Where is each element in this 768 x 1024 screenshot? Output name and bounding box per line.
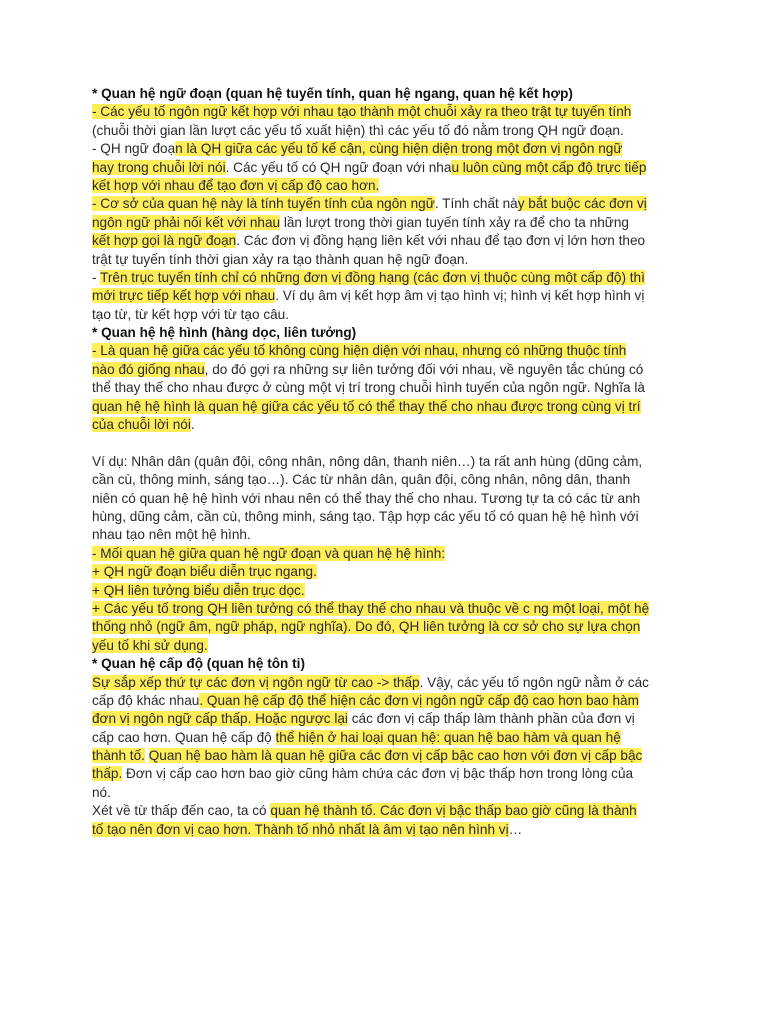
text-segment: . Tính chất nà xyxy=(434,196,518,212)
highlighted-text: quan hệ hệ hình là quan hệ giữa các yếu tố có thể thay thế cho nhau được trong cùng vị trí xyxy=(92,398,641,414)
text-line xyxy=(92,563,678,581)
text-segment: - xyxy=(92,269,101,285)
highlighted-text: thành tố. xyxy=(92,748,145,764)
text-line xyxy=(92,140,678,158)
text-segment: Đơn vị cấp cao hơn bao giờ cũng hàm chứa các đơn vị bậc thấp hơn trong lòng của xyxy=(122,766,634,782)
text-line xyxy=(92,490,678,508)
text-line xyxy=(92,103,678,121)
text-line xyxy=(92,600,678,618)
section-heading xyxy=(92,85,678,103)
text-line xyxy=(92,453,678,471)
highlighted-text: thống nhỏ (ngữ âm, ngữ pháp, ngữ nghĩa). Do đó, QH liên tưởng là cơ sở cho sự lựa chọn xyxy=(92,619,641,635)
highlighted-text: - Cơ sở của quan hệ này là tính tuyến tính của ngôn ngữ xyxy=(92,196,435,212)
highlighted-text: - Là quan hệ giữa các yếu tố không cùng hiện diện với nhau, nhưng có những thuộc tính xyxy=(92,343,627,359)
highlighted-text: mới trực tiếp kết hợp với nhau xyxy=(92,288,276,304)
highlighted-text: đơn vị ngôn ngữ cấp thấp. Hoặc ngược lại xyxy=(92,711,348,727)
text-segment: , do đó gợi ra những sự liên tưởng đối với nhau, về nguyên tắc chúng có xyxy=(204,361,644,377)
text-line xyxy=(92,361,678,379)
text-segment: cần cù, thông minh, sáng tạo…). Các từ nhân dân, quân đội, công nhân, nông dân, thanh xyxy=(92,472,631,488)
text-segment: . Các đơn vị đồng hạng liên kết với nhau để tạo đơn vị lớn hơn theo xyxy=(236,233,646,249)
highlighted-text: Sự sắp xếp thứ tự các đơn vị ngôn ngữ từ cao -> thấp xyxy=(92,674,420,690)
text-line xyxy=(92,692,678,710)
text-segment: nhau tạo nên một hệ hình. xyxy=(92,527,251,543)
text-line xyxy=(92,618,678,636)
highlighted-text: của chuỗi lời nói xyxy=(92,417,191,433)
text-line xyxy=(92,784,678,802)
highlighted-text: Trên trục tuyến tính chỉ có những đơn vị đồng hạng (các đơn vị thuộc cùng một cấp độ) thì xyxy=(100,269,645,285)
text-segment: niên có quan hệ hệ hình với nhau nên có thể thay thế cho nhau. Tương tự ta có các từ anh xyxy=(92,490,641,506)
text-line xyxy=(92,232,678,250)
highlighted-text: - Mối quan hệ giữa quan hệ ngữ đoạn và quan hệ hệ hình: xyxy=(92,545,446,561)
text-line xyxy=(92,508,678,526)
highlighted-text: Quan hệ bao hàm là quan hệ giữa các đơn vị cấp bậc cao hơn với đơn vị cấp bậc xyxy=(148,748,643,764)
highlighted-text: - Các yếu tố ngôn ngữ kết hợp với nhau tạo thành một chuỗi xảy ra theo trật tự tuyến tính xyxy=(92,104,632,120)
text-line xyxy=(92,195,678,213)
text-line xyxy=(92,122,678,140)
text-line xyxy=(92,159,678,177)
text-segment: hùng, dũng cảm, cần cù, thông minh, sáng tạo. Tập hợp các yếu tố có quan hệ hệ hình với xyxy=(92,508,639,524)
text-line xyxy=(92,471,678,489)
highlighted-text: quan hệ thành tố. Các đơn vị bậc thấp bao giờ cũng là thành xyxy=(270,803,637,819)
text-segment: tạo từ, từ kết hợp với từ tạo câu. xyxy=(92,306,290,322)
text-segment: thể thay thế cho nhau được ở cùng một vị trí trong chuỗi hình tuyến của ngôn ngữ. Nghĩa là xyxy=(92,380,645,396)
text-line xyxy=(92,747,678,765)
text-segment: . xyxy=(190,417,195,433)
highlighted-text: kết hợp với nhau để tạo đơn vị cấp độ cao hơn. xyxy=(92,177,380,193)
highlighted-text: nào đó giống nhau xyxy=(92,361,205,377)
section-heading xyxy=(92,655,678,673)
text-line xyxy=(92,269,678,287)
highlighted-text: + Các yếu tố trong QH liên tưởng có thể thay thế cho nhau và thuộc về c ng một loại, một hệ xyxy=(92,600,650,616)
text-line xyxy=(92,674,678,692)
text-segment: Xét về từ thấp đến cao, ta có xyxy=(92,803,271,819)
highlighted-text: tố tạo nên đơn vị cao hơn. Thành tố nhỏ nhất là âm vị tạo nên hình vị xyxy=(92,821,509,837)
text-line xyxy=(92,416,678,434)
section-heading xyxy=(92,324,678,342)
text-line xyxy=(92,398,678,416)
text-line xyxy=(92,802,678,820)
text-line xyxy=(92,821,678,839)
text-line xyxy=(92,177,678,195)
text-segment: * Quan hệ cấp độ (quan hệ tôn ti) xyxy=(92,656,305,672)
text-segment: … xyxy=(508,821,523,837)
text-line xyxy=(92,251,678,269)
text-line xyxy=(92,379,678,397)
text-line xyxy=(92,710,678,728)
text-segment: cấp cao hơn. Quan hệ cấp độ xyxy=(92,729,276,745)
highlighted-text: yếu tố khi sử dụng. xyxy=(92,637,208,653)
highlighted-text: u luôn cùng một cấp độ trực tiếp xyxy=(451,159,647,175)
text-segment: các đơn vị cấp thấp làm thành phần của đơn vị xyxy=(347,711,635,727)
text-segment: * Quan hệ ngữ đoạn (quan hệ tuyến tính, quan hệ ngang, quan hệ kết hợp) xyxy=(92,86,573,101)
text-segment: . Vậy, các yếu tố ngôn ngữ nằm ở các xyxy=(419,674,649,690)
highlighted-text: + QH ngữ đoạn biểu diễn trục ngang. xyxy=(92,564,317,580)
text-segment: Ví dụ: Nhân dân (quân đội, công nhân, nông dân, thanh niên…) ta rất anh hùng (dũng cảm, xyxy=(92,453,643,469)
blank-line xyxy=(92,434,678,452)
text-line xyxy=(92,637,678,655)
text-segment: * Quan hệ hệ hình (hàng dọc, liên tưởng) xyxy=(92,325,357,341)
text-segment: (chuỗi thời gian lần lượt các yếu tố xuất hiện) thì các yếu tố đó nằm trong QH ngữ đoạn. xyxy=(92,122,624,138)
highlighted-text: kết hợp gọi là ngữ đoạn xyxy=(92,233,237,249)
highlighted-text: thấp. xyxy=(92,766,123,782)
highlighted-text: y bắt buộc các đơn vị xyxy=(517,196,647,212)
text-line xyxy=(92,342,678,360)
text-segment: lần lượt trong thời gian tuyến tính xảy ra để cho ta những xyxy=(280,214,629,230)
text-segment: - QH ngữ đoạ xyxy=(92,141,176,157)
text-segment: trật tự tuyến tính thời gian xảy ra tạo thành quan hệ ngữ đoạn. xyxy=(92,251,469,267)
highlighted-text: n là QH giữa các yếu tố kế cận, cùng hiện diện trong một đơn vị ngôn ngữ xyxy=(175,141,623,157)
text-line xyxy=(92,287,678,305)
text-segment: . Ví dụ âm vị kết hợp âm vị tạo hình vị; hình vị kết hợp hình vị xyxy=(275,288,645,304)
highlighted-text: hay trong chuỗi lời nói xyxy=(92,159,226,175)
highlighted-text: + QH liên tưởng biểu diễn trục dọc. xyxy=(92,582,305,598)
highlighted-text: . Quan hệ cấp độ thể hiện các đơn vị ngôn ngữ cấp độ cao hơn bao hàm xyxy=(199,692,639,708)
text-line xyxy=(92,526,678,544)
text-line xyxy=(92,582,678,600)
highlighted-text: ngôn ngữ phải nối kết với nhau xyxy=(92,214,281,230)
text-line xyxy=(92,214,678,232)
highlighted-text: thể hiện ở hai loại quan hệ: quan hệ bao hàm và quan hệ xyxy=(275,729,621,745)
text-line xyxy=(92,765,678,783)
text-segment: . Các yếu tố có QH ngữ đoạn với nha xyxy=(225,159,452,175)
text-line xyxy=(92,545,678,563)
text-line xyxy=(92,729,678,747)
text-line xyxy=(92,306,678,324)
text-segment: nó. xyxy=(92,784,111,800)
text-segment: cấp độ khác nhau xyxy=(92,692,200,708)
